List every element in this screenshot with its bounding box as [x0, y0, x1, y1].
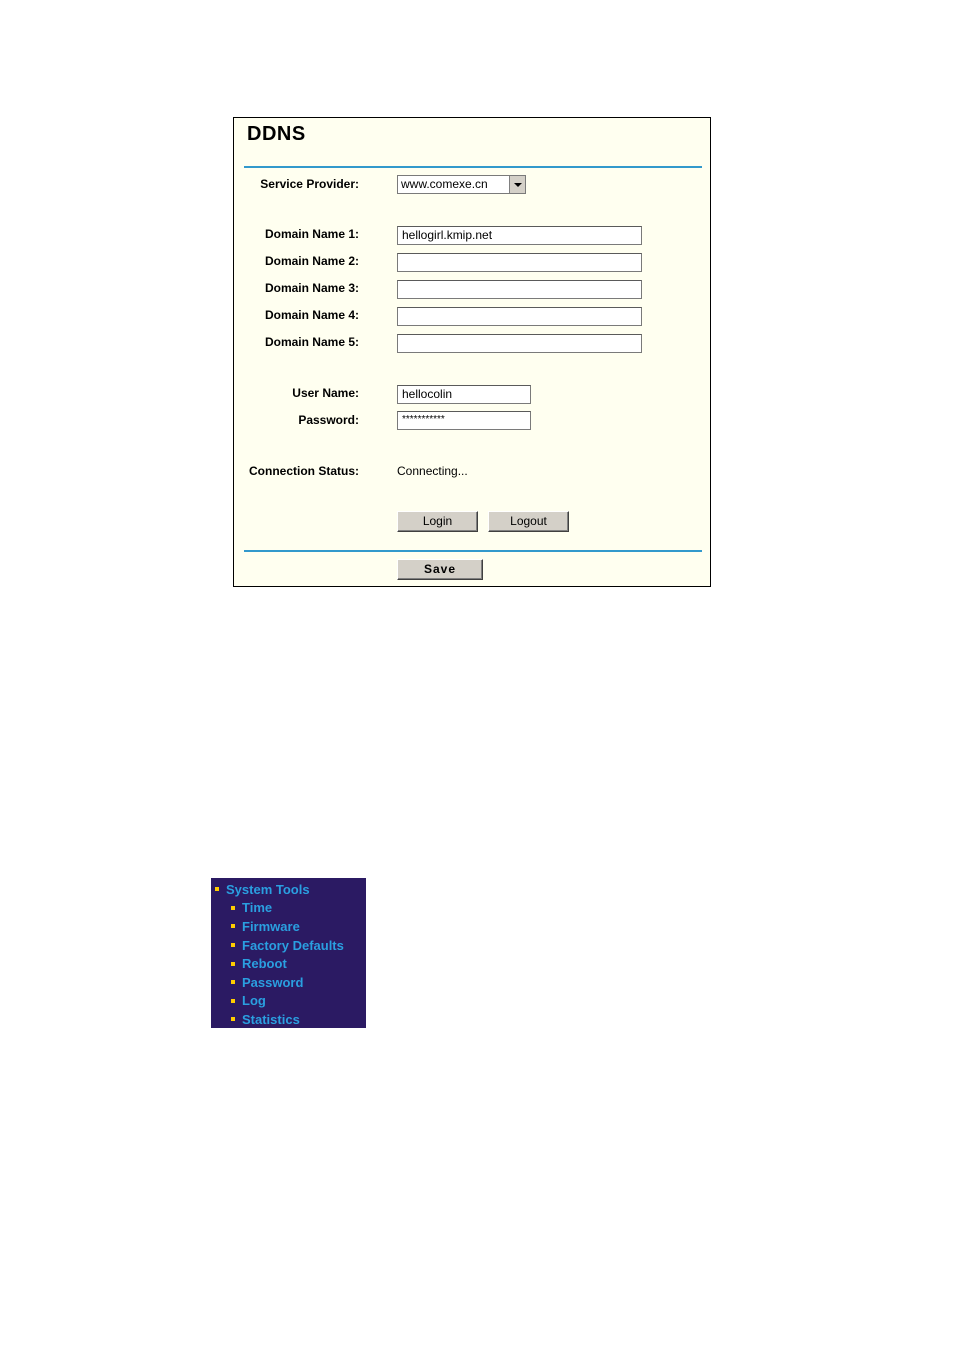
menu-item-label: Log: [242, 993, 266, 1009]
menu-item-time[interactable]: [211, 899, 366, 918]
menu-item-log[interactable]: [211, 992, 366, 1011]
menu-item-label: Factory Defaults: [242, 937, 344, 953]
bullet-icon: [215, 887, 219, 891]
domain-name-3-label: Domain Name 3:: [264, 281, 359, 295]
bullet-icon: [231, 906, 235, 910]
menu-item-label: Statistics: [242, 1011, 300, 1027]
menu-item-system-tools[interactable]: [211, 880, 366, 899]
menu-item-label: Password: [242, 974, 304, 990]
username-label: User Name:: [292, 386, 359, 400]
domain-name-4-input[interactable]: [397, 307, 642, 326]
bullet-icon: [231, 999, 235, 1003]
menu-item-factory-defaults[interactable]: [211, 936, 366, 955]
save-button[interactable]: Save: [397, 559, 483, 580]
top-divider: [244, 166, 702, 168]
logout-button[interactable]: Logout: [488, 511, 569, 532]
domain-name-2-input[interactable]: [397, 253, 642, 272]
domain-name-1-label: Domain Name 1:: [264, 227, 359, 241]
menu-item-password[interactable]: [211, 973, 366, 992]
connection-status-label: Connection Status:: [249, 464, 359, 478]
domain-name-2-label: Domain Name 2:: [264, 254, 359, 268]
username-input[interactable]: hellocolin: [397, 385, 531, 404]
service-provider-value: www.comexe.cn: [401, 177, 488, 191]
bullet-icon: [231, 980, 235, 984]
chevron-down-icon[interactable]: [509, 176, 525, 193]
system-tools-menu: [211, 878, 366, 1028]
bullet-icon: [231, 1017, 235, 1021]
menu-item-reboot[interactable]: [211, 954, 366, 973]
menu-item-label: Firmware: [242, 918, 300, 934]
domain-name-4-label: Domain Name 4:: [264, 308, 359, 322]
bullet-icon: [231, 962, 235, 966]
service-provider-label: Service Provider:: [260, 177, 359, 191]
menu-item-label: System Tools: [226, 881, 310, 897]
menu-item-label: Reboot: [242, 956, 287, 972]
bottom-divider: [244, 550, 702, 552]
connection-status-value: Connecting...: [397, 464, 468, 478]
password-label: Password:: [298, 413, 359, 427]
login-button[interactable]: Login: [397, 511, 478, 532]
bullet-icon: [231, 943, 235, 947]
password-input[interactable]: ***********: [397, 411, 531, 430]
domain-name-1-input[interactable]: hellogirl.kmip.net: [397, 226, 642, 245]
menu-item-label: Time: [242, 900, 273, 916]
ddns-panel: [233, 117, 711, 587]
domain-name-3-input[interactable]: [397, 280, 642, 299]
menu-item-firmware[interactable]: [211, 917, 366, 936]
page-title: DDNS: [247, 123, 306, 145]
domain-name-5-input[interactable]: [397, 334, 642, 353]
service-provider-select[interactable]: [397, 175, 526, 194]
domain-name-5-label: Domain Name 5:: [264, 335, 359, 349]
bullet-icon: [231, 924, 235, 928]
menu-item-statistics[interactable]: [211, 1010, 366, 1029]
